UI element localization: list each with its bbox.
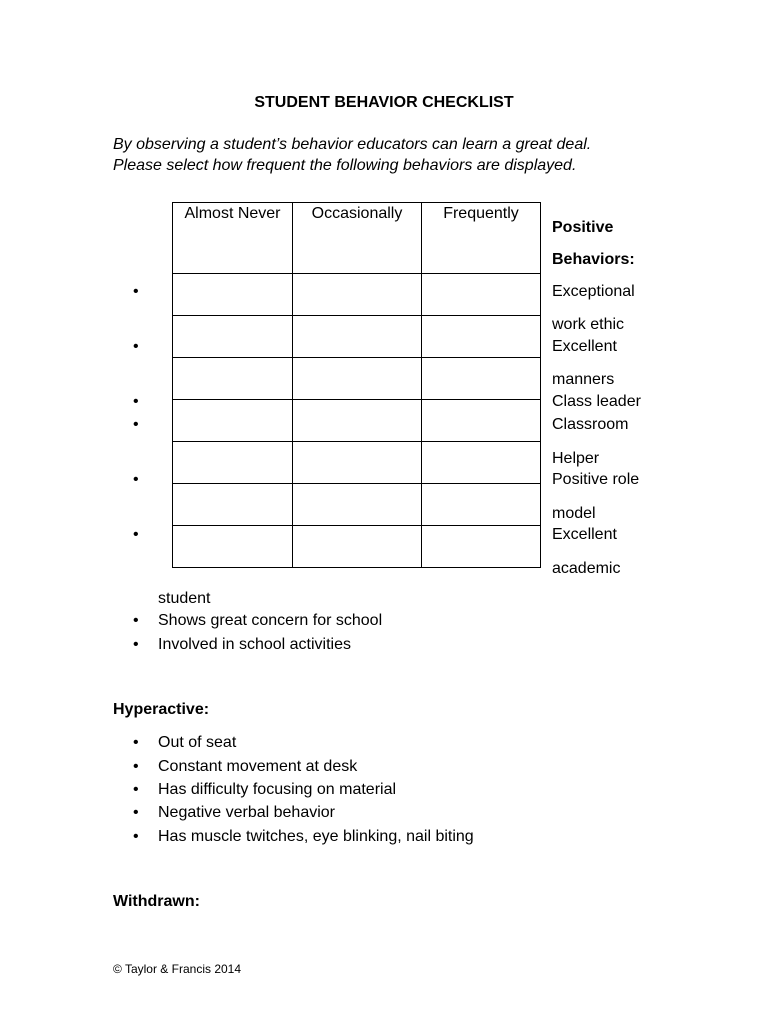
bullet-icon: • (133, 734, 139, 751)
positive-line: Class leader (552, 393, 641, 410)
list-item: Has difficulty focusing on material (158, 781, 397, 798)
cell-occasionally[interactable] (293, 526, 422, 568)
copyright-footer: © Taylor & Francis 2014 (113, 962, 242, 976)
intro-line-2: Please select how frequent the following behaviors are displayed. (113, 157, 577, 174)
column-header-frequently: Frequently (422, 203, 541, 274)
bullet-icon: • (133, 636, 139, 653)
cell-frequently[interactable] (422, 400, 541, 442)
column-header-almost-never: Almost Never (173, 203, 293, 274)
bullet-icon: • (133, 283, 139, 300)
positive-line: Classroom (552, 416, 629, 433)
table-row (173, 316, 541, 358)
cell-frequently[interactable] (422, 316, 541, 358)
list-item: Negative verbal behavior (158, 804, 335, 821)
bullet-icon: • (133, 526, 139, 543)
table-row (173, 526, 541, 568)
cell-almost-never[interactable] (173, 526, 293, 568)
positive-line: Helper (552, 450, 600, 467)
hyperactive-heading: Hyperactive: (113, 701, 210, 718)
cell-almost-never[interactable] (173, 442, 293, 484)
frequency-table (172, 202, 541, 568)
positive-line: manners (552, 371, 615, 388)
positive-line: work ethic (552, 316, 625, 333)
positive-line: academic (552, 560, 621, 577)
list-item: Shows great concern for school (158, 612, 383, 629)
cell-almost-never[interactable] (173, 358, 293, 400)
cell-occasionally[interactable] (293, 316, 422, 358)
positive-line: Positive role (552, 471, 640, 488)
cell-almost-never[interactable] (173, 484, 293, 526)
list-item: Out of seat (158, 734, 237, 751)
cell-almost-never[interactable] (173, 400, 293, 442)
positive-line: Exceptional (552, 283, 635, 300)
bullet-icon: • (133, 393, 139, 410)
cell-occasionally[interactable] (293, 274, 422, 316)
cell-frequently[interactable] (422, 274, 541, 316)
cell-frequently[interactable] (422, 526, 541, 568)
table-row (173, 484, 541, 526)
positive-heading-line-1: Positive (552, 219, 614, 236)
positive-line: Excellent (552, 526, 617, 543)
cell-occasionally[interactable] (293, 442, 422, 484)
cell-almost-never[interactable] (173, 274, 293, 316)
bullet-icon: • (133, 612, 139, 629)
withdrawn-heading: Withdrawn: (113, 893, 200, 910)
page-title: STUDENT BEHAVIOR CHECKLIST (254, 94, 514, 111)
table-row (173, 442, 541, 484)
bullet-icon: • (133, 471, 139, 488)
bullet-icon: • (133, 758, 139, 775)
list-item: Constant movement at desk (158, 758, 358, 775)
cell-occasionally[interactable] (293, 400, 422, 442)
bullet-icon: • (133, 804, 139, 821)
list-item: Involved in school activities (158, 636, 351, 653)
table-header-row (173, 203, 541, 274)
cell-frequently[interactable] (422, 484, 541, 526)
positive-line: student (158, 590, 211, 607)
positive-line: model (552, 505, 596, 522)
positive-heading-line-2: Behaviors: (552, 251, 635, 268)
intro-line-1: By observing a student’s behavior educators can learn a great deal. (113, 136, 592, 153)
cell-almost-never[interactable] (173, 316, 293, 358)
cell-occasionally[interactable] (293, 484, 422, 526)
bullet-icon: • (133, 828, 139, 845)
bullet-icon: • (133, 416, 139, 433)
table-row (173, 358, 541, 400)
cell-frequently[interactable] (422, 358, 541, 400)
positive-line: Excellent (552, 338, 617, 355)
table-row (173, 274, 541, 316)
bullet-icon: • (133, 781, 139, 798)
list-item: Has muscle twitches, eye blinking, nail biting (158, 828, 474, 845)
table-row (173, 400, 541, 442)
cell-frequently[interactable] (422, 442, 541, 484)
cell-occasionally[interactable] (293, 358, 422, 400)
column-header-occasionally: Occasionally (293, 203, 422, 274)
bullet-icon: • (133, 338, 139, 355)
